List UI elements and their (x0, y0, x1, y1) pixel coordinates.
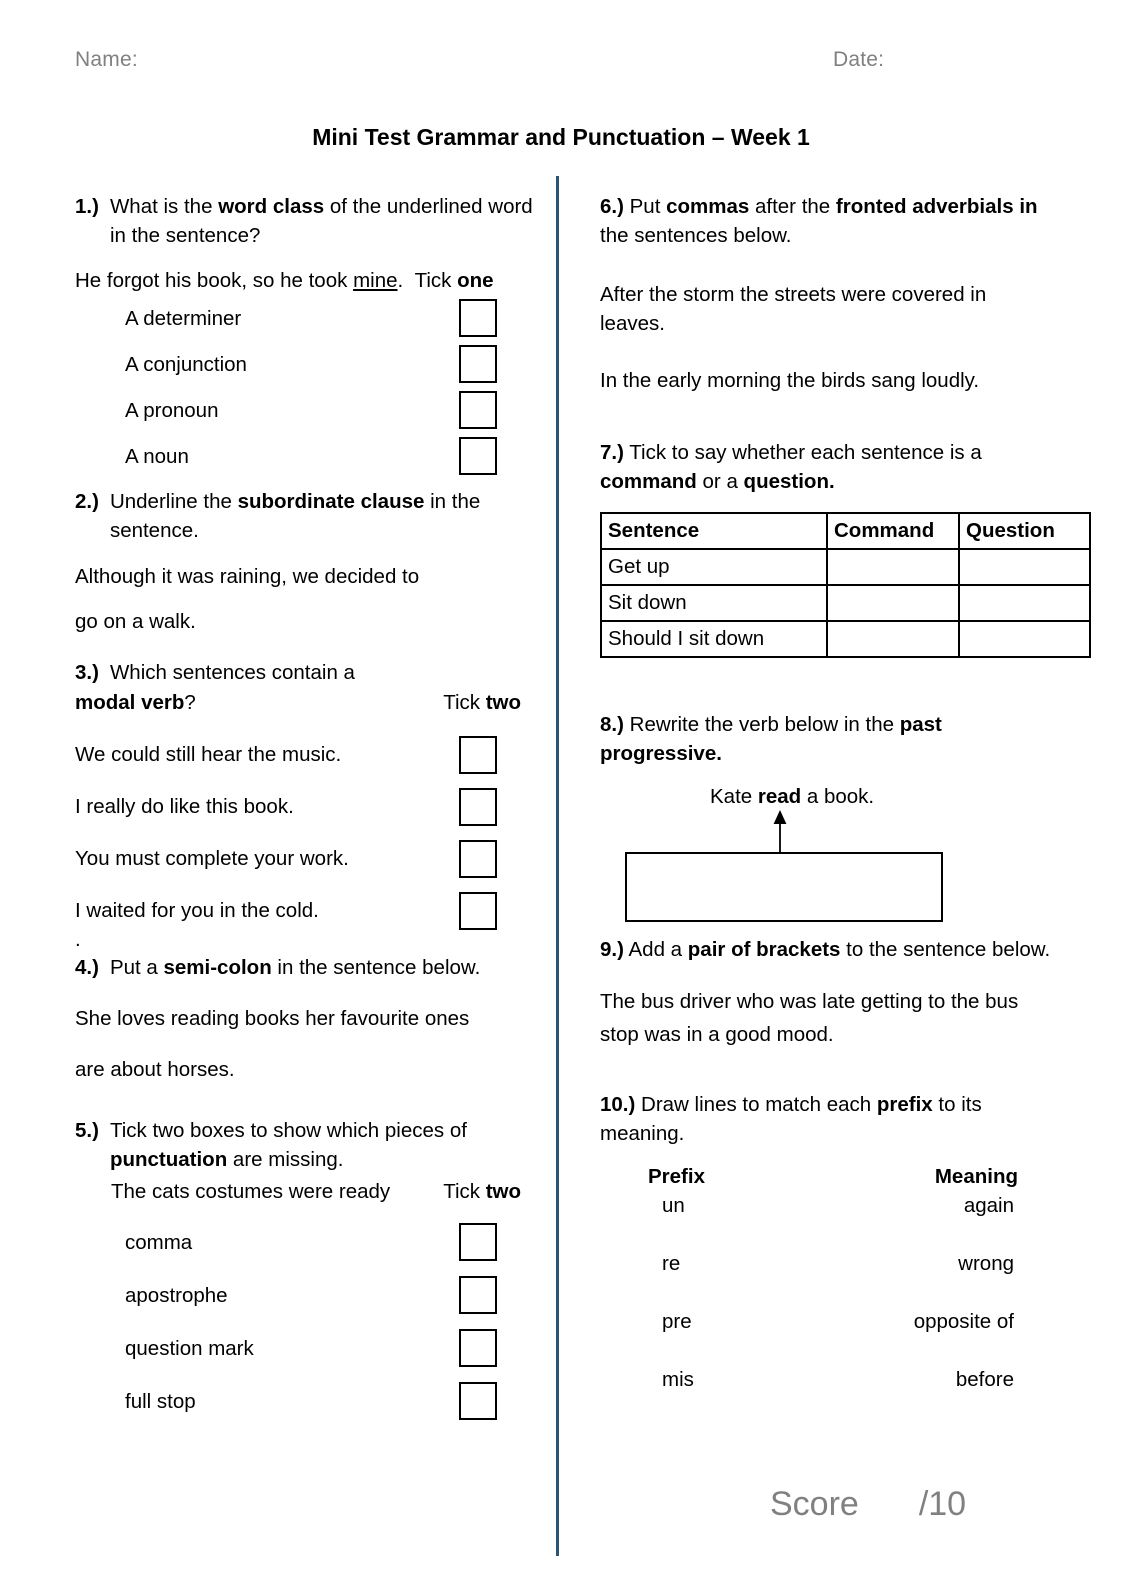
table-header-command: Command (827, 513, 959, 549)
table-cell-sentence: Sit down (601, 585, 827, 621)
question-5-option-label: comma (125, 1230, 193, 1254)
score-area (770, 1485, 966, 1524)
question-5-option-row (75, 1216, 535, 1269)
question-4-prompt-b: in the sentence below. (271, 955, 481, 979)
question-9 (600, 935, 1052, 1052)
prefix-item[interactable]: un (662, 1194, 685, 1218)
question-9-prompt-a: Add a (623, 937, 688, 961)
question-3-option-label: I really do like this book. (75, 795, 294, 819)
question-1-option-row (75, 433, 535, 479)
question-9-number: 9.) (600, 937, 624, 961)
question-10-prompt-a: Draw lines to match each (635, 1092, 877, 1116)
table-cell-question[interactable] (959, 549, 1090, 585)
question-5-number: 5.) (75, 1119, 99, 1143)
table-cell-command[interactable] (827, 585, 959, 621)
question-8-sentence (710, 782, 874, 811)
question-9-prompt-b: to the sentence below. (840, 937, 1051, 961)
right-column (600, 192, 1055, 1423)
question-1-prompt-b: of the underlined word in the sentence? (109, 195, 533, 248)
question-1-option-label: A determiner (125, 306, 242, 330)
table-cell-command[interactable] (827, 621, 959, 657)
prefix-item[interactable]: mis (662, 1368, 694, 1392)
question-4-prompt-bold: semi-colon (163, 955, 272, 979)
question-6-prompt-b: the sentences below. (600, 224, 792, 248)
question-3-option-label: We could still hear the music. (75, 743, 342, 767)
question-10-prompt-b: to its meaning. (600, 1092, 982, 1145)
question-3-checkbox-1[interactable] (459, 736, 497, 774)
question-5-checkbox-2[interactable] (459, 1276, 497, 1314)
question-1-prompt-bold: word class (218, 195, 325, 218)
table-row (601, 549, 1090, 585)
question-1-option-label: A conjunction (125, 352, 247, 376)
question-1 (75, 192, 535, 479)
question-2-prompt-a: Underline the (109, 490, 238, 514)
question-3-option-label: You must complete your work. (75, 847, 349, 871)
question-7-number: 7.) (600, 440, 624, 464)
question-1-underlined-word: mine (353, 269, 398, 293)
left-column (75, 192, 535, 1428)
table-header-question: Question (959, 513, 1090, 549)
question-8-prompt-bold: past progressive. (600, 712, 942, 765)
question-6-sentence-2: In the early morning the birds sang loudly. (600, 369, 980, 393)
question-10 (600, 1090, 1052, 1423)
question-1-option-row (75, 341, 535, 387)
up-arrow-icon (770, 810, 790, 855)
table-cell-sentence: Should I sit down (601, 621, 827, 657)
question-1-option-row (75, 295, 535, 341)
question-2-sentence-line2: go on a walk. (75, 609, 196, 633)
question-7 (600, 438, 1055, 658)
question-6-sentence-1: After the storm the streets were covered in leaves. (600, 283, 987, 336)
question-9-sentence: The bus driver who was late getting to the bus stop was in a good mood. (600, 990, 1019, 1046)
question-3-checkbox-2[interactable] (459, 788, 497, 826)
question-3-number: 3.) (75, 660, 99, 684)
question-7-prompt-bold2: question. (743, 469, 835, 493)
question-5-checkbox-3[interactable] (459, 1329, 497, 1367)
table-row (601, 585, 1090, 621)
question-5-tick-count: two (485, 1179, 521, 1203)
question-3-prompt-a: Which sentences contain a (109, 660, 355, 684)
prefix-item[interactable]: re (662, 1252, 681, 1276)
question-5-prompt-bold: punctuation (109, 1148, 228, 1172)
question-6 (600, 192, 1052, 396)
page-title: Mini Test Grammar and Punctuation – Week 1 (312, 124, 810, 150)
question-5-option-row (75, 1375, 535, 1428)
name-field-label: Name: (75, 48, 138, 71)
question-8 (600, 710, 1052, 947)
question-1-checkbox-4[interactable] (459, 437, 497, 475)
question-8-verb: read (757, 784, 802, 808)
question-5-tick-label: Tick (443, 1179, 486, 1203)
table-cell-question[interactable] (959, 621, 1090, 657)
meaning-item[interactable]: before (955, 1368, 1014, 1392)
prefix-matching-area[interactable] (600, 1162, 1052, 1423)
question-1-option-label: A noun (125, 444, 189, 468)
question-1-option-row (75, 387, 535, 433)
question-6-prompt-bold1: commas (666, 195, 750, 218)
question-3-stray-dot: . (75, 927, 81, 951)
question-3-option-row (75, 885, 535, 937)
match-row (600, 1307, 1052, 1365)
question-2-prompt-bold: subordinate clause (237, 490, 425, 514)
question-4-number: 4.) (75, 955, 99, 979)
match-row (600, 1365, 1052, 1423)
question-3-tick-label: Tick (443, 690, 486, 714)
question-5-option-label: full stop (125, 1389, 196, 1413)
question-6-prompt-mid: after the (749, 195, 836, 218)
question-4-sentence-line1: She loves reading books her favourite ones (75, 1007, 470, 1031)
command-question-table (600, 512, 1091, 658)
question-5-option-row (75, 1269, 535, 1322)
question-3-option-row (75, 781, 535, 833)
question-2-number: 2.) (75, 490, 99, 514)
question-1-checkbox-3[interactable] (459, 391, 497, 429)
question-3-option-row (75, 833, 535, 885)
prefix-column-header: Prefix (648, 1164, 705, 1188)
score-total: /10 (918, 1485, 967, 1523)
question-6-prompt-a: Put (623, 195, 667, 218)
match-row (600, 1191, 1052, 1249)
score-label: Score (770, 1485, 859, 1523)
question-1-prompt-a: What is the (109, 195, 219, 218)
question-5 (75, 1116, 535, 1427)
question-8-sentence-pre: Kate (710, 784, 758, 808)
question-1-sentence-post: . (397, 269, 404, 293)
table-row (601, 621, 1090, 657)
question-5-option-label: apostrophe (125, 1283, 228, 1307)
question-1-option-label: A pronoun (125, 398, 219, 422)
question-3-option-row (75, 729, 535, 781)
prefix-item[interactable]: pre (662, 1310, 692, 1334)
question-1-checkbox-2[interactable] (459, 345, 497, 383)
question-5-option-row (75, 1322, 535, 1375)
question-3-checkbox-3[interactable] (459, 840, 497, 878)
question-7-prompt-a: Tick to say whether each sentence is a (623, 440, 982, 464)
date-field-label: Date: (833, 48, 885, 71)
question-3-prompt-bold: modal verb (75, 690, 185, 714)
question-5-prompt-a: Tick two boxes to show which pieces of (109, 1119, 467, 1143)
question-5-sentence: The cats costumes were ready (111, 1179, 391, 1203)
table-cell-question[interactable] (959, 585, 1090, 621)
question-5-prompt-b: are missing. (227, 1148, 344, 1172)
question-3-checkbox-4[interactable] (459, 892, 497, 930)
question-2-prompt-b: in the sentence. (109, 490, 481, 543)
question-1-number: 1.) (75, 195, 99, 218)
question-8-answer-box[interactable] (625, 852, 943, 922)
question-3-prompt-b: ? (184, 690, 196, 714)
question-1-tick-label: Tick (414, 269, 458, 293)
question-8-number: 8.) (600, 712, 624, 736)
column-divider (556, 176, 559, 1556)
table-cell-sentence: Get up (601, 549, 827, 585)
question-10-prompt-bold: prefix (876, 1092, 933, 1116)
question-6-prompt-bold2: fronted adverbials in (835, 195, 1038, 218)
question-5-checkbox-4[interactable] (459, 1382, 497, 1420)
question-5-option-label: question mark (125, 1336, 254, 1360)
question-1-tick-count: one (457, 269, 494, 293)
question-1-sentence-pre: He forgot his book, so he took (75, 269, 354, 293)
question-4 (75, 953, 535, 1084)
question-7-prompt-bold1: command (600, 469, 697, 493)
question-4-sentence-line2: are about horses. (75, 1058, 235, 1082)
question-4-prompt-a: Put a (109, 955, 164, 979)
question-8-sentence-post: a book. (801, 784, 875, 808)
table-header-row (601, 513, 1090, 549)
table-cell-command[interactable] (827, 549, 959, 585)
question-6-number: 6.) (600, 195, 624, 218)
question-8-prompt-a: Rewrite the verb below in the (623, 712, 900, 736)
question-5-checkbox-1[interactable] (459, 1223, 497, 1261)
question-2-sentence-line1: Although it was raining, we decided to (75, 564, 420, 588)
question-1-sentence (75, 266, 535, 295)
question-3-option-label: I waited for you in the cold. (75, 899, 319, 923)
match-row (600, 1249, 1052, 1307)
question-7-prompt-mid: or a (696, 469, 744, 493)
question-1-checkbox-1[interactable] (459, 299, 497, 337)
question-3 (75, 658, 535, 951)
meaning-item[interactable]: wrong (958, 1252, 1014, 1276)
meaning-column-header: Meaning (934, 1164, 1018, 1188)
question-10-number: 10.) (600, 1092, 636, 1116)
meaning-item[interactable]: again (963, 1194, 1014, 1218)
question-9-prompt-bold: pair of brackets (687, 937, 841, 961)
meaning-item[interactable]: opposite of (913, 1310, 1014, 1334)
question-3-tick-count: two (485, 690, 521, 714)
question-2 (75, 487, 535, 635)
table-header-sentence: Sentence (601, 513, 827, 549)
